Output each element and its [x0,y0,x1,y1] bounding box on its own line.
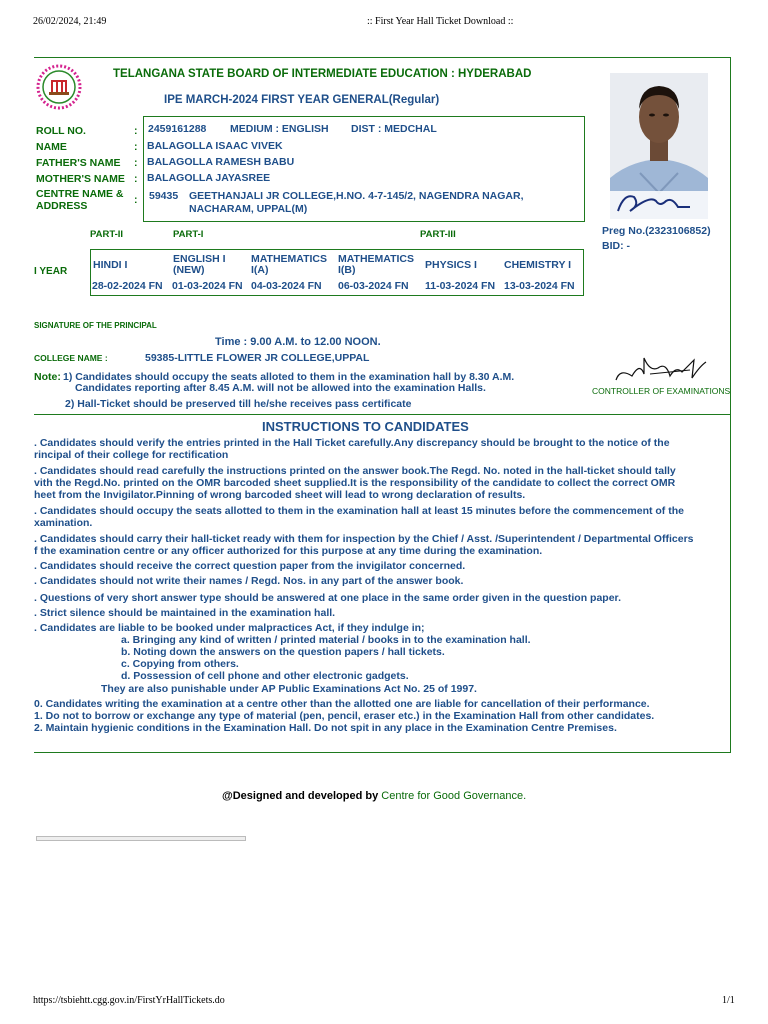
candidate-name: BALAGOLLA ISAAC VIVEK [147,140,283,152]
subject-name-line2: I(A) [251,264,269,276]
note-label: Note: [34,371,61,383]
print-page-number: 1/1 [722,995,735,1006]
centre-address-line1: GEETHANJALI JR COLLEGE,H.NO. 4-7-145/2, NAGENDRA NAGAR, [189,190,524,202]
horizontal-scrollbar[interactable] [36,836,246,841]
subject-name: CHEMISTRY I [504,259,572,271]
mother-name: BALAGOLLA JAYASREE [147,172,271,184]
colon: : [134,173,138,185]
controller-signature-icon [610,354,710,386]
father-name-label: FATHER'S NAME [36,157,121,169]
exam-title: IPE MARCH-2024 FIRST YEAR GENERAL(Regular) [164,94,440,106]
part3-label: PART-III [420,229,456,240]
credits [222,790,526,802]
subject-date: 06-03-2024 FN [338,280,409,292]
college-name-label: COLLEGE NAME : [34,353,108,363]
part1-label: PART-I [173,229,204,240]
print-datetime: 26/02/2024, 21:49 [33,16,107,27]
instruction-line: 0. Candidates writing the examination at a centre other than the allotted one are liable for cancellation of their performance. [34,698,650,710]
instruction-line: 2. Maintain hygienic conditions in the Examination Hall. Do not spit in any place in the Examination Centre Premises. [34,722,617,734]
note-2: 2) Hall-Ticket should be preserved till he/she receives pass certificate [65,398,412,410]
mother-name-label: MOTHER'S NAME [36,173,125,185]
instruction-line: . Candidates are liable to be booked under malpractices Act, if they indulge in; [34,622,425,634]
district-value: DIST : MEDCHAL [351,123,437,135]
roll-no-label: ROLL NO. [36,125,86,137]
credits-prefix: @Designed and developed by [222,790,382,802]
note-1-continued: Candidates reporting after 8.45 A.M. will not be allowed into the examination Halls. [75,382,486,394]
instruction-line: vith the Regd.No. printed on the OMR barcoded sheet supplied.It is the responsibility of the candidate to collect the correct OMR [34,477,676,489]
instruction-line: . Questions of very short answer type should be answered at one place in the same order given in the question paper. [34,592,621,604]
subject-name: HINDI I [93,259,128,271]
punishable-note: They are also punishable under AP Public Examinations Act No. 25 of 1997. [101,683,477,695]
colon: : [134,125,138,137]
instruction-line: rincipal of their college for rectification [34,449,229,461]
instruction-line: f the examination centre or any officer authorized for this purpose at any time during the examination. [34,545,543,557]
centre-label-line1: CENTRE NAME & [36,188,124,200]
centre-label-line2: ADDRESS [36,200,88,212]
subject-date: 28-02-2024 FN [92,280,163,292]
exam-time: Time : 9.00 A.M. to 12.00 NOON. [215,336,381,348]
name-label: NAME [36,141,67,153]
malpractice-item: a. Bringing any kind of written / printed material / books in to the examination hall. [121,634,531,646]
colon: : [134,194,138,206]
credits-org-link[interactable]: Centre for Good Governance. [381,790,527,802]
malpractice-item: d. Possession of cell phone and other electronic gadgets. [121,670,409,682]
college-name: 59385-LITTLE FLOWER JR COLLEGE,UPPAL [145,352,370,364]
candidate-photo [610,73,708,219]
colon: : [134,141,138,153]
subject-name: PHYSICS I [425,259,477,271]
subject-name: MATHEMATICS [251,253,328,265]
malpractice-item: c. Copying from others. [121,658,239,670]
instruction-line: . Candidates should not write their names / Regd. Nos. in any part of the answer book. [34,575,464,587]
instruction-line: . Candidates should occupy the seats allotted to them in the examination hall at least 15 minutes before the commencement of the [34,505,684,517]
centre-address-line2: NACHARAM, UPPAL(M) [189,203,308,215]
note-1: 1) Candidates should occupy the seats alloted to them in the examination hall by 8.30 A.M. [63,371,515,383]
instruction-line: . Strict silence should be maintained in the examination hall. [34,607,336,619]
subject-date: 11-03-2024 FN [425,280,496,292]
subject-date: 04-03-2024 FN [251,280,322,292]
malpractice-item: b. Noting down the answers on the question papers / hall tickets. [121,646,445,658]
print-page-title: :: First Year Hall Ticket Download :: [367,16,514,27]
bid: BID: - [602,240,630,252]
subject-date: 13-03-2024 FN [504,280,575,292]
board-logo-icon [36,64,82,110]
instruction-line: . Candidates should read carefully the instructions printed on the answer book.The Regd. No. noted in the hall-ticket should tally [34,465,676,477]
instructions-title: INSTRUCTIONS TO CANDIDATES [262,419,469,434]
section-divider [34,414,731,415]
subject-name: ENGLISH I [173,253,226,265]
instruction-line: . Candidates should receive the correct question paper from the invigilator concerned. [34,560,466,572]
board-title: TELANGANA STATE BOARD OF INTERMEDIATE EDUCATION : HYDERABAD [113,68,532,80]
subject-name: MATHEMATICS [338,253,415,265]
subject-name-line2: (NEW) [173,264,205,276]
controller-label: CONTROLLER OF EXAMINATIONS [592,386,731,396]
year-label: I YEAR [34,266,68,277]
instruction-line: 1. Do not to borrow or exchange any type of material (pen, pencil, eraser etc.) in the Examination Hall from other candidates. [34,710,655,722]
preg-number: Preg No.(2323106852) [602,225,711,237]
instruction-line: heet from the Invigilator.Pinning of wrong barcoded sheet will lead to wrong declaration of results. [34,489,526,501]
instruction-line: . Candidates should verify the entries printed in the Hall Ticket carefully.Any discrepancy should be brought to the notice of the [34,437,670,449]
subject-date: 01-03-2024 FN [172,280,243,292]
instruction-line: . Candidates should carry their hall-ticket ready with them for inspection by the Chief / Asst. /Superintendent / Departmental Officers [34,533,694,545]
instruction-line: xamination. [34,517,93,529]
centre-code: 59435 [149,190,179,202]
roll-no-value: 2459161288 [148,123,207,135]
principal-signature-label: SIGNATURE OF THE PRINCIPAL [34,321,157,330]
colon: : [134,157,138,169]
subject-name-line2: I(B) [338,264,356,276]
part2-label: PART-II [90,229,124,240]
print-url: https://tsbiehtt.cgg.gov.in/FirstYrHallTickets.do [33,995,225,1006]
medium-value: MEDIUM : ENGLISH [230,123,329,135]
father-name: BALAGOLLA RAMESH BABU [147,156,295,168]
